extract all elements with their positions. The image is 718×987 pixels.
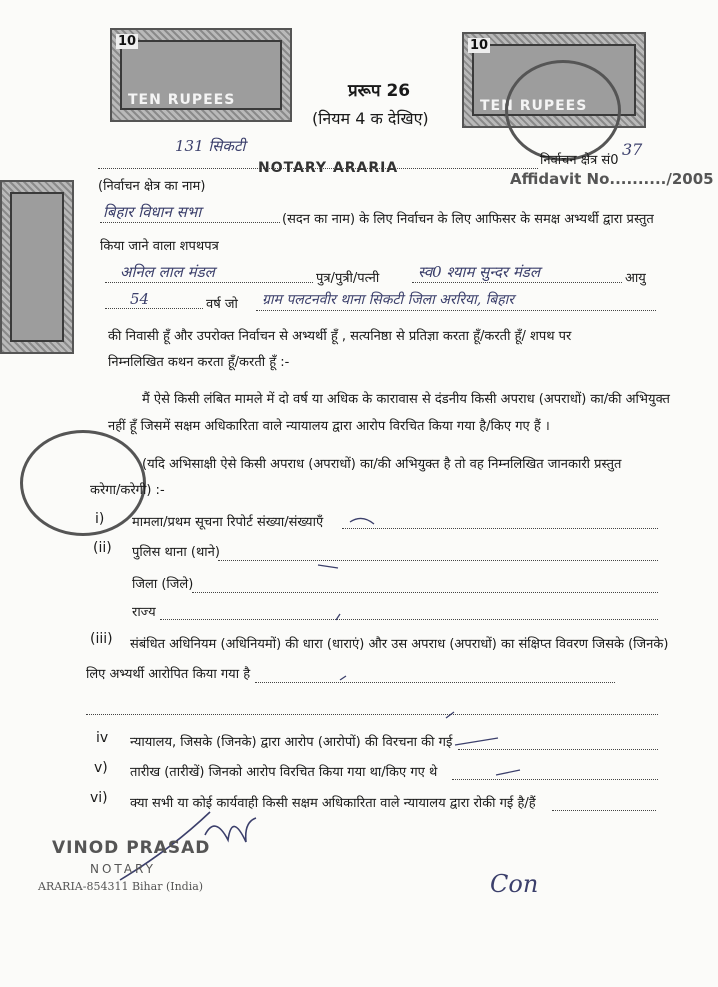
item-i-number: i) bbox=[95, 511, 105, 527]
candidate-name-handwritten: अनिल लाल मंडल bbox=[120, 263, 215, 281]
para2-line2: करेगा/करेगी) :- bbox=[90, 483, 165, 498]
item-iv-number: iv bbox=[96, 730, 109, 746]
years-label: वर्ष जो bbox=[206, 297, 238, 312]
item-v-number: v) bbox=[94, 760, 108, 776]
resident-line: की निवासी हूँ और उपरोक्त निर्वाचन से अभ्यर्थी हूँ , सत्यनिष्ठा से प्रतिज्ञा करता हूँ/करती हूँ/ शपथ पर bbox=[108, 329, 572, 344]
age-handwritten: 54 bbox=[130, 290, 150, 308]
statement-line: निम्नलिखित कथन करता हूँ/करती हूँ :- bbox=[108, 355, 290, 370]
item-v-label: तारीख (तारीखें) जिनको आरोप विरचित किया गया था/किए गए थे bbox=[130, 765, 438, 780]
para1-line1: मैं ऐसे किसी लंबित मामले में दो वर्ष या अधिक के कारावास से दंडनीय किसी अपराध (अपराधों) का/की अभियुक्त bbox=[142, 392, 670, 407]
rule-reference: (नियम 4 क देखिए) bbox=[312, 109, 429, 128]
item-ii-number: (ii) bbox=[93, 540, 112, 556]
father-name-handwritten: स्व0 श्याम सुन्दर मंडल bbox=[418, 263, 540, 281]
item-iii-label-2: लिए अभ्यर्थी आरोपित किया गया है bbox=[86, 667, 251, 682]
para1-line2: नहीं हूँ जिसमें सक्षम अधिकारिता वाले न्यायालय द्वारा आरोप विरचित किया गया है/किए गए हैं । bbox=[108, 419, 550, 434]
item-vi-number: vi) bbox=[90, 790, 108, 806]
constituency-no-value: 37 bbox=[622, 140, 643, 159]
stamp-denomination: 10 bbox=[118, 34, 137, 49]
address-handwritten: ग्राम पलटनवीर थाना सिकटी जिला अररिया, बिहार bbox=[262, 292, 515, 308]
form-title: प्ररूप 26 bbox=[348, 81, 411, 101]
stamp-text: TEN RUPEES bbox=[480, 98, 588, 114]
signature: Con bbox=[490, 870, 539, 898]
item-iii-number: (iii) bbox=[90, 631, 113, 647]
stamp-text: TEN RUPEES bbox=[128, 92, 236, 108]
item-i-label: मामला/प्रथम सूचना रिपोर्ट संख्या/संख्याएँ bbox=[132, 515, 324, 530]
constituency-no-label: निर्वाचन क्षेत्र सं0 bbox=[540, 153, 619, 168]
state-label: राज्य bbox=[132, 605, 156, 620]
affidavit-line: किया जाने वाला शपथपत्र bbox=[100, 239, 219, 254]
notary-place: ARARIA-854311 Bihar (India) bbox=[38, 880, 204, 893]
item-ii-label: पुलिस थाना (थाने) bbox=[132, 545, 220, 560]
constituency-name-label: (निर्वाचन क्षेत्र का नाम) bbox=[98, 179, 206, 194]
age-label: आयु bbox=[625, 271, 646, 286]
house-line: (सदन का नाम) के लिए निर्वाचन के लिए आफिसर के समक्ष अभ्यर्थी द्वारा प्रस्तुत bbox=[282, 212, 654, 227]
district-label: जिला (जिले) bbox=[132, 577, 194, 592]
stamp-denomination: 10 bbox=[470, 38, 489, 53]
affidavit-no: Affidavit No........../2005 bbox=[510, 170, 714, 188]
para2-line1: (यदि अभिसाक्षी ऐसे किसी अपराध (अपराधों) का/की अभियुक्त है तो वह निम्नलिखित जानकारी प्रस्तुत bbox=[142, 457, 622, 472]
item-iv-label: न्यायालय, जिसके (जिनके) द्वारा आरोप (आरोपों) की विरचना की गई bbox=[130, 735, 453, 750]
notary-stamp-text: NOTARY ARARIA bbox=[258, 160, 399, 176]
item-vi-label: क्या सभी या कोई कार्यवाही किसी सक्षम अधिकारिता वाले न्यायालय द्वारा रोकी गई है/हैं bbox=[130, 796, 536, 811]
house-name-handwritten: बिहार विधान सभा bbox=[103, 203, 202, 221]
relation-label: पुत्र/पुत्री/पत्नी bbox=[316, 271, 380, 286]
item-iii-label: संबंधित अधिनियम (अधिनियमों) की धारा (धाराएं) और उस अपराध (अपराधों) का संक्षिप्त विवरण जिसके (जिनके) bbox=[130, 637, 669, 652]
notary-name: VINOD PRASAD bbox=[52, 838, 211, 858]
notary-title: NOTARY bbox=[90, 862, 156, 876]
handwritten-serial: 131 सिकटी bbox=[175, 137, 246, 155]
